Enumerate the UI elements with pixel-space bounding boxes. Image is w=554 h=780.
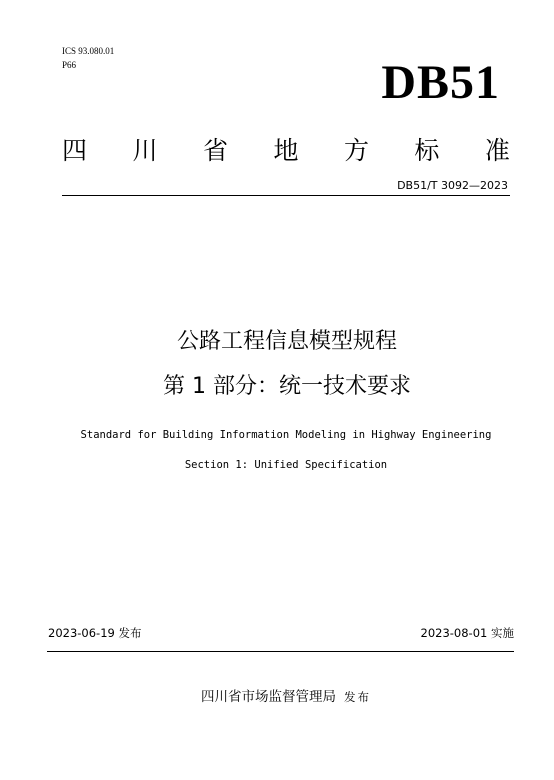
standard-type-char: 准: [484, 136, 510, 165]
standard-type-char: 省: [202, 136, 228, 165]
ics-code: ICS 93.080.01: [62, 46, 115, 56]
ccs-code: P66: [62, 60, 77, 70]
standard-type-char: 方: [343, 136, 369, 165]
standard-type-char: 地: [273, 136, 299, 165]
title-english-main: Standard for Building Information Modeling in Highway Engineering: [80, 429, 492, 441]
classification-codes: [62, 44, 114, 72]
issuer-action: 发布: [344, 690, 371, 704]
standard-number: DB51/T 3092—2023: [397, 179, 508, 192]
implement-date: 2023-08-01 实施: [420, 626, 514, 640]
standard-type-heading: [62, 135, 510, 167]
header-divider: [62, 195, 510, 196]
issuing-authority: [0, 688, 554, 706]
standard-type-char: 四: [62, 136, 88, 165]
title-chinese-main: 公路工程信息模型规程: [176, 329, 397, 354]
issuer-name: 四川省市场监督管理局: [201, 689, 336, 705]
publish-date: 2023-06-19 发布: [48, 626, 142, 640]
standard-type-char: 标: [414, 136, 440, 165]
standard-type-char: 川: [132, 136, 158, 165]
standard-logo: DB51: [381, 56, 500, 109]
title-chinese-part: 第 1 部分：统一技术要求: [163, 374, 411, 399]
title-english-part: Section 1: Unified Specification: [184, 459, 388, 471]
footer-divider: [47, 651, 514, 652]
